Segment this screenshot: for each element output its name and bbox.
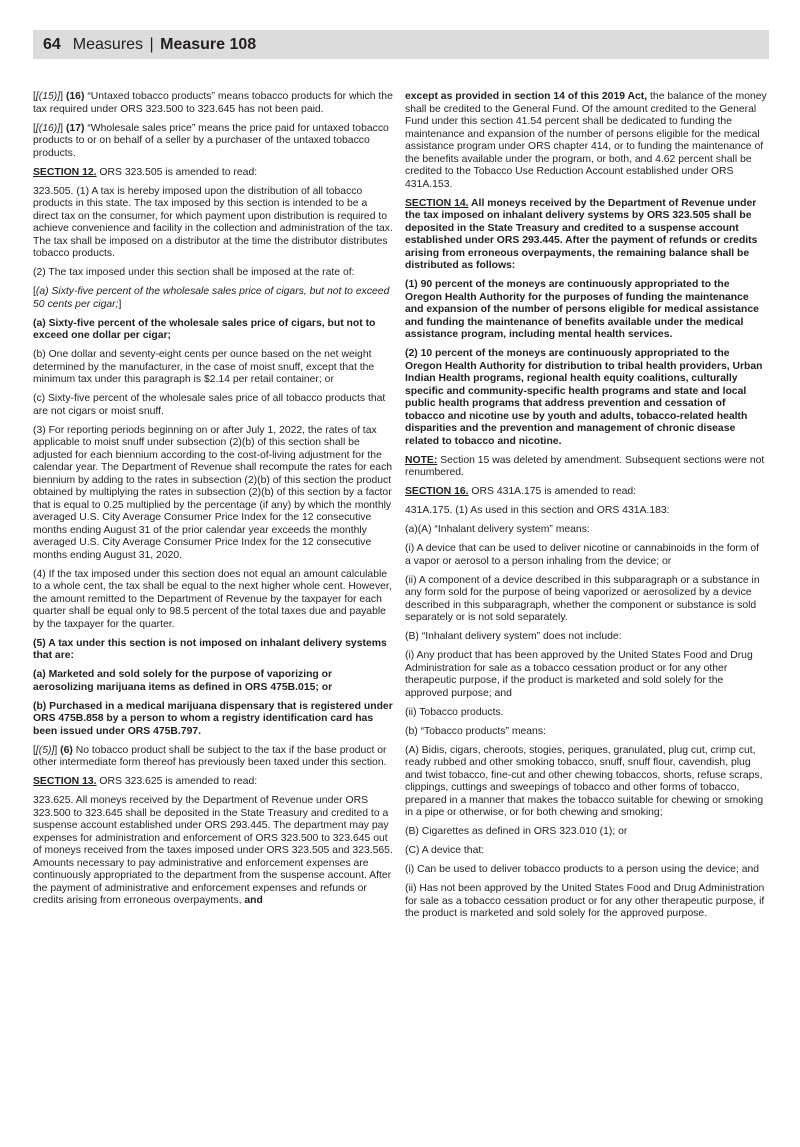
paragraph-text: 323.625. All moneys received by the Department of Revenue under ORS 323.500 to 323.645 shall be deposited in the State Treasury and credited to a suspense account established under ORS 293.445. The department may pay expenses for administration and enforcement of ORS 323.500 to 323.645 out of moneys received from the taxes imposed under ORS 323.505 and 323.565. Amounts necessary to pay administrative and enforcement expenses are continuously appropriated to the department from the suspense account. After the payment of administrative and enforcement expenses and refunds or credits arising from erroneous overpayments, [33,795,393,906]
section-heading [33,776,395,789]
paragraph: (ii) Has not been approved by the United States Food and Drug Administration for sale as a tobacco cessation product or for any other therapeutic purpose, if the product is marketed and sold solely for the approved purpose. [405,883,765,919]
paragraph: (C) A device that: [405,845,485,856]
section-heading [405,486,767,499]
paragraph-text: “Wholesale sales price” means the price paid for untaxed tobacco products to or on behalf of a seller by a purchaser of the untaxed tobacco products. [33,122,389,159]
paragraph: 431A.175. (1) As used in this section and ORS 431A.183: [405,505,670,516]
measure-name: Measure 108 [160,35,257,53]
note [405,455,767,480]
section-heading [405,198,767,273]
paragraph: (i) Can be used to deliver tobacco products to a person using the device; and [405,864,760,875]
paragraph: (a)(A) “Inhalant delivery system” means: [405,524,590,535]
paragraph: [[(5)]] (6) No tobacco product shall be subject to the tax if the base product or other intermediate form thereof has previously been taxed under this section. [33,744,387,768]
section-heading [33,167,395,180]
section-label: SECTION 16. [405,486,469,497]
right-column [405,91,767,927]
paragraph: (B) Cigarettes as defined in ORS 323.010 (1); or [405,826,628,837]
page-title [73,36,256,54]
section-label: SECTION 13. [33,776,97,787]
paragraph: [[(15)]] (16) “Untaxed tobacco products” means tobacco products for which the tax required under ORS 323.500 to 323.645 has not been paid. [33,91,393,115]
paragraph: (i) A device that can be used to deliver nicotine or cannabinoids in the form of a vapor or aerosol to a person inhaling from the device; or [405,543,760,567]
title-separator: | [149,35,154,53]
paragraph-added: (2) 10 percent of the moneys are continuously appropriated to the Oregon Health Authority for distribution to tribal health providers, Urban Indian Health programs, regional health equity coalitions, culturally specific and community-specific health programs and state and local public health programs that address prevention and cessation of tobacco and nicotine use by youth and adults, tobacco-related health disparities and the prevention and management of chronic disease related to tobacco and nicotine. [405,348,763,447]
section-name: Measures [72,35,144,53]
section-text: ORS 431A.175 is amended to read: [471,486,637,497]
paragraph [405,91,767,191]
note-label: NOTE: [405,454,438,466]
added-text: except as provided in section 14 of this 2019 Act, [405,91,648,102]
paragraph: (B) “Inhalant delivery system” does not include: [405,631,622,642]
paragraph: (c) Sixty-five percent of the wholesale sales price of all tobacco products that are not cigars or moist snuff. [33,393,386,417]
paragraph-deleted [33,286,395,311]
deleted-number: [(15)] [35,91,61,102]
paragraph: (2) The tax imposed under this section shall be imposed at the rate of: [33,267,355,278]
section-text: All moneys received by the Department of Revenue under the tax imposed on inhalant delivery systems by ORS 323.505 shall be deposited in the State Treasury and credited to a suspense account established under ORS 293.445. After the payment of refunds or credits arising from erroneous overpayments, the remaining balance shall be distributed as follows: [405,197,758,271]
paragraph: (ii) Tobacco products. [405,706,504,718]
paragraph-added: (1) 90 percent of the moneys are continuously appropriated to the Oregon Health Authority for the purposes of funding the maintenance and expansion of the number of persons eligible for medical assistance and funding the maintenance of benefits available under the medical assistance program, including mental health services. [405,279,759,340]
paragraph: (3) For reporting periods beginning on or after July 1, 2022, the rates of tax applicable to moist snuff under subsection (2)(b) of this section shall be adjusted for each biennium according to the cost-of-living adjustment for the calendar year. The Department of Revenue shall recompute the rates for each biennium by adding to the rates in subsection (2)(b) of this section the product obtained by multiplying the rates in subsection (2)(b) of this section by a factor that is equal to 0.25 multiplied by the percentage (if any) by which the monthly averaged U.S. City Average Consumer Price Index for the 12 consecutive months ending August 31 of the prior calendar year exceeds the monthly averaged U.S. City Average Consumer Price Index for the 12 consecutive months ending August 31, 2020. [33,424,393,561]
new-number: (17) [65,122,85,134]
new-number: (16) [65,91,85,102]
paragraph-added: (a) Sixty-five percent of the wholesale sales price of cigars, but not to exceed one dollar per cigar; [33,317,376,341]
bracket: [ [33,286,36,297]
paragraph: (i) Any product that has been approved by the United States Food and Drug Administration for sale as a tobacco cessation product or for any other therapeutic purpose, if the product is marketed and sold solely for the approved purpose; and [405,650,753,699]
bracket: ] [118,298,122,310]
page-header [33,30,769,59]
section-text: ORS 323.625 is amended to read: [99,776,258,787]
paragraph: (b) One dollar and seventy-eight cents per ounce based on the net weight determined by the manufacturer, in the case of moist snuff, except that the minimum tax under this paragraph is $2.14 per retail container; or [33,349,375,385]
paragraph: 323.505. (1) A tax is hereby imposed upon the distribution of all tobacco products in this state. The tax imposed by this section is intended to be a direct tax on the consumer, for which payment upon distribution is required to achieve convenience and facility in the collection and administration of the tax. The tax shall be imposed on a distributor at the time the distributor distributes tobacco products. [33,185,393,259]
deleted-number: [(5)] [35,744,55,756]
paragraph: (b) “Tobacco products” means: [405,725,546,737]
paragraph-text: “Untaxed tobacco products” means tobacco products for which the tax required under ORS 323.500 to 323.645 has not been paid. [33,91,393,115]
note-text: Section 15 was deleted by amendment. Subsequent sections were not renumbered. [405,454,765,478]
paragraph [33,795,395,908]
paragraph-added: (a) Marketed and sold solely for the purpose of vaporizing or aerosolizing marijuana items as defined in ORS 475B.015; or [33,669,333,693]
deleted-number: [(16)] [35,122,61,134]
paragraph: (ii) A component of a device described in this subparagraph or a substance in any form sold for the purpose of being vaporized or aerosolized by a device described in this subparagraph, whether the component or substance is sold separately or is not sold separately. [405,574,760,623]
section-text: ORS 323.505 is amended to read: [99,166,258,178]
paragraph: (A) Bidis, cigars, cheroots, stogies, periques, granulated, plug cut, crimp cut, ready rubbed and other smoking tobacco, snuff, snuff flour, cavendish, plug and twist tobacco, fine-cut and other chewing tobaccos, shorts, refuse scraps, clippings, cuttings and sweepings of tobacco and other forms of tobacco, prepared in a manner that makes the tobacco suitable for chewing or smoking in a pipe or otherwise, or for both chewing and smoking; [405,744,764,818]
paragraph-text: No tobacco product shall be subject to the tax if the base product or other intermediate form thereof has previously been taxed under this section. [33,744,387,768]
paragraph: (4) If the tax imposed under this section does not equal an amount calculable to a whole cent, the tax shall be equal to the next higher whole cent. However, the amount remitted to the Department of Revenue by the taxpayer for each quarter shall be equal only to 98.5 percent of the total taxes due and payable by the taxpayer for the quarter. [33,568,392,630]
paragraph-added: (5) A tax under this section is not imposed on inhalant delivery systems that are: [33,637,387,661]
paragraph-text: the balance of the money shall be credited to the General Fund. Of the amount credited to the General Fund under this section 41.54 percent shall be dedicated to funding the maintenance and expansion of the number of persons eligible for the medical assistance program under ORS chapter 414, or to funding the maintenance of the benefits available under the program, or both, and 4.62 percent shall be credited to the Tobacco Use Reduction Account established under ORS 431A.153. [405,91,767,190]
page-number: 64 [43,35,61,53]
new-number: (6) [60,744,73,756]
paragraph: [[(16)]] (17) “Wholesale sales price” means the price paid for untaxed tobacco products to or on behalf of a seller by a purchaser of the untaxed tobacco products. [33,122,389,159]
section-label: SECTION 12. [33,166,97,178]
deleted-text: (a) Sixty-five percent of the wholesale sales price of cigars, but not to exceed 50 cents per cigar; [33,286,390,310]
paragraph-added: (b) Purchased in a medical marijuana dispensary that is registered under ORS 475B.858 by a person to whom a registry identification card has been issued under ORS 475B.797. [33,700,393,737]
added-text: and [244,895,263,906]
section-label: SECTION 14. [405,197,469,209]
left-column [33,91,395,914]
